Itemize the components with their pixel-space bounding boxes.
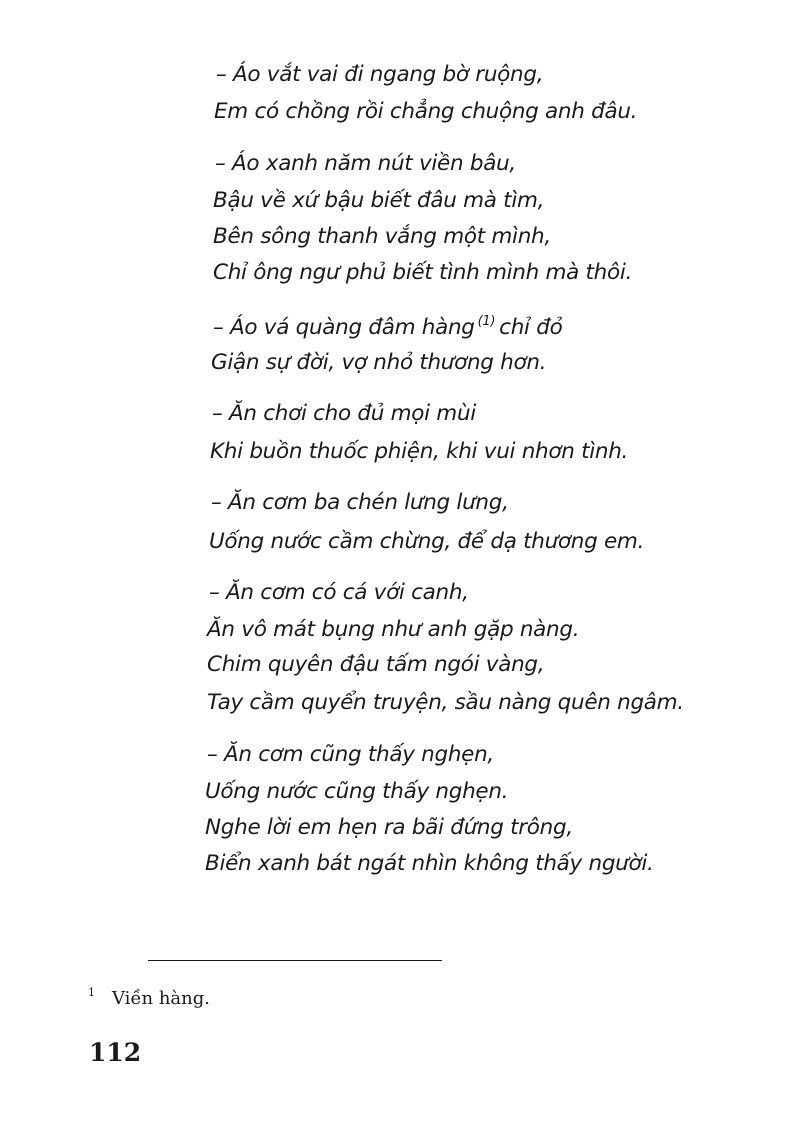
- footnote-text: Viền hàng.: [112, 988, 210, 1009]
- verse-line: Biển xanh bát ngát nhìn không thấy người.: [205, 851, 654, 876]
- verse-line: – Ăn cơm có cá với canh,: [209, 580, 469, 605]
- verse-line: Bên sông thanh vắng một mình,: [213, 224, 551, 249]
- verse-line: Bậu về xứ bậu biết đâu mà tìm,: [213, 188, 545, 213]
- verse-line: Ăn vô mát bụng như anh gặp nàng.: [207, 617, 580, 642]
- verse-line: – Ăn cơm cũng thấy nghẹn,: [207, 742, 494, 767]
- footnote-reference: (1): [477, 314, 496, 329]
- verse-line: Giận sự đời, vợ nhỏ thương hơn.: [211, 350, 547, 375]
- verse-line-with-footnote: [213, 315, 562, 339]
- verse-line: Uống nước cũng thấy nghẹn.: [205, 779, 509, 804]
- verse-line: Chỉ ông ngư phủ biết tình mình mà thôi.: [213, 260, 633, 285]
- footnote: [88, 986, 210, 1009]
- verse-line: – Áo vắt vai đi ngang bờ ruộng,: [216, 62, 544, 87]
- verse-line: – Ăn chơi cho đủ mọi mùi: [212, 401, 476, 426]
- verse-line: Chim quyên đậu tấm ngói vàng,: [207, 652, 545, 677]
- verse-line: Em có chồng rồi chẳng chuộng anh đâu.: [214, 99, 638, 124]
- verse-line: Tay cầm quyển truyện, sầu nàng quên ngâm.: [207, 690, 684, 715]
- verse-line: Nghe lời em hẹn ra bãi đứng trông,: [205, 815, 573, 840]
- verse-line: – Ăn cơm ba chén lưng lưng,: [211, 490, 509, 515]
- page-number: 112: [89, 1038, 142, 1067]
- footnote-marker: 1: [88, 986, 95, 999]
- verse-line: Uống nước cầm chừng, để dạ thương em.: [209, 529, 645, 554]
- verse-text: chỉ đỏ: [499, 315, 563, 340]
- verse-line: – Áo xanh năm nút viền bâu,: [215, 151, 516, 176]
- verse-line: Khi buồn thuốc phiện, khi vui nhơn tình.: [210, 439, 629, 464]
- footnote-divider: [148, 960, 442, 961]
- verse-text: – Áo vá quàng đâm hàng: [213, 315, 475, 340]
